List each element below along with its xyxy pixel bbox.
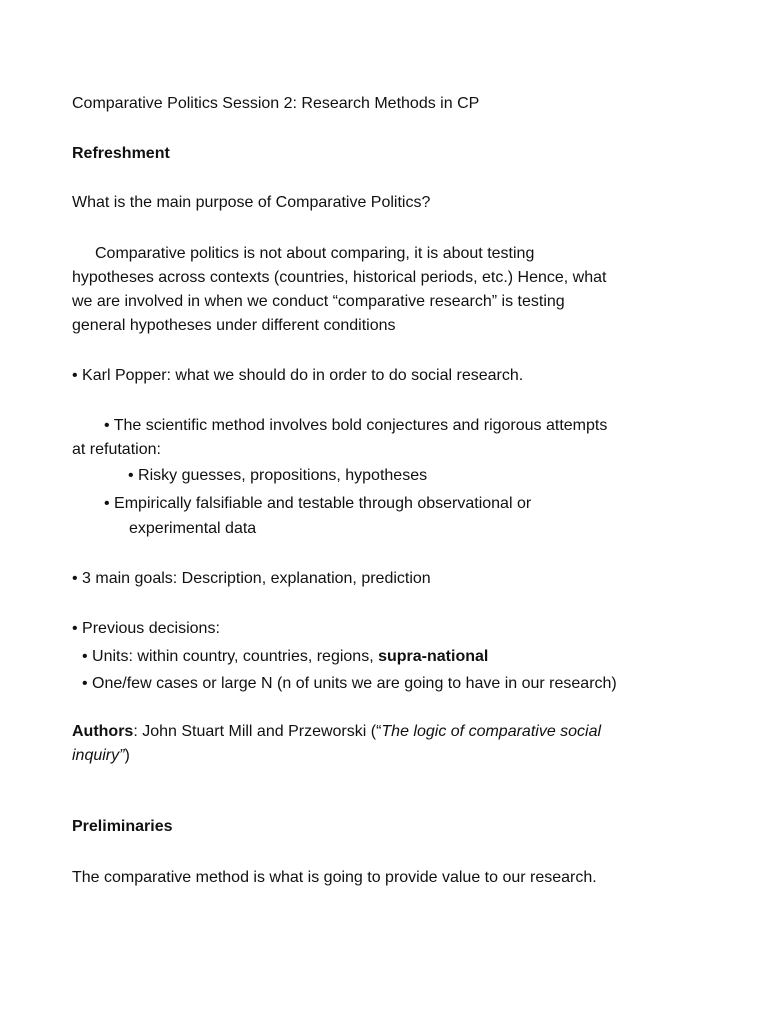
units-supra-national: supra-national — [378, 648, 489, 665]
heading-preliminaries: Preliminaries — [72, 818, 173, 835]
document-title: Comparative Politics Session 2: Research Methods in CP — [72, 95, 480, 112]
authors-text: : John Stuart Mill and Przeworski (“ — [133, 723, 382, 740]
authors-book-title-continued: inquiry” — [72, 747, 125, 764]
authors-line-continued — [72, 744, 130, 768]
bullet-cases: • One/few cases or large N (n of units we are going to have in our research) — [82, 675, 617, 692]
bullet-scientific-method: • The scientific method involves bold conjectures and rigorous attempts — [104, 417, 608, 434]
bullet-falsifiable: • Empirically falsifiable and testable through observational or — [104, 495, 532, 512]
authors-label: Authors — [72, 723, 134, 740]
preliminaries-text: The comparative method is what is going to provide value to our research. — [72, 869, 597, 886]
refreshment-answer-line: Comparative politics is not about comparing, it is about testing — [95, 245, 535, 262]
bullet-scientific-method-continued: at refutation: — [72, 441, 161, 458]
authors-closing: ) — [124, 747, 130, 764]
bullet-karl-popper: • Karl Popper: what we should do in order to do social research. — [72, 367, 524, 384]
bullet-units — [82, 645, 488, 669]
refreshment-answer-line: general hypotheses under different conditions — [72, 317, 396, 334]
refreshment-answer-line: hypotheses across contexts (countries, historical periods, etc.) Hence, what — [72, 269, 607, 286]
authors-book-title: The logic of comparative social — [381, 723, 602, 740]
refreshment-question: What is the main purpose of Comparative Politics? — [72, 194, 431, 211]
refreshment-answer-line: we are involved in when we conduct “comparative research” is testing — [72, 293, 565, 310]
units-text: • Units: within country, countries, regions, — [82, 648, 379, 665]
authors-line — [72, 720, 601, 744]
bullet-risky-guesses: • Risky guesses, propositions, hypotheses — [128, 467, 428, 484]
heading-refreshment: Refreshment — [72, 145, 170, 162]
bullet-main-goals: • 3 main goals: Description, explanation, prediction — [72, 570, 431, 587]
bullet-previous-decisions: • Previous decisions: — [72, 620, 220, 637]
bullet-falsifiable-continued: experimental data — [129, 520, 257, 537]
